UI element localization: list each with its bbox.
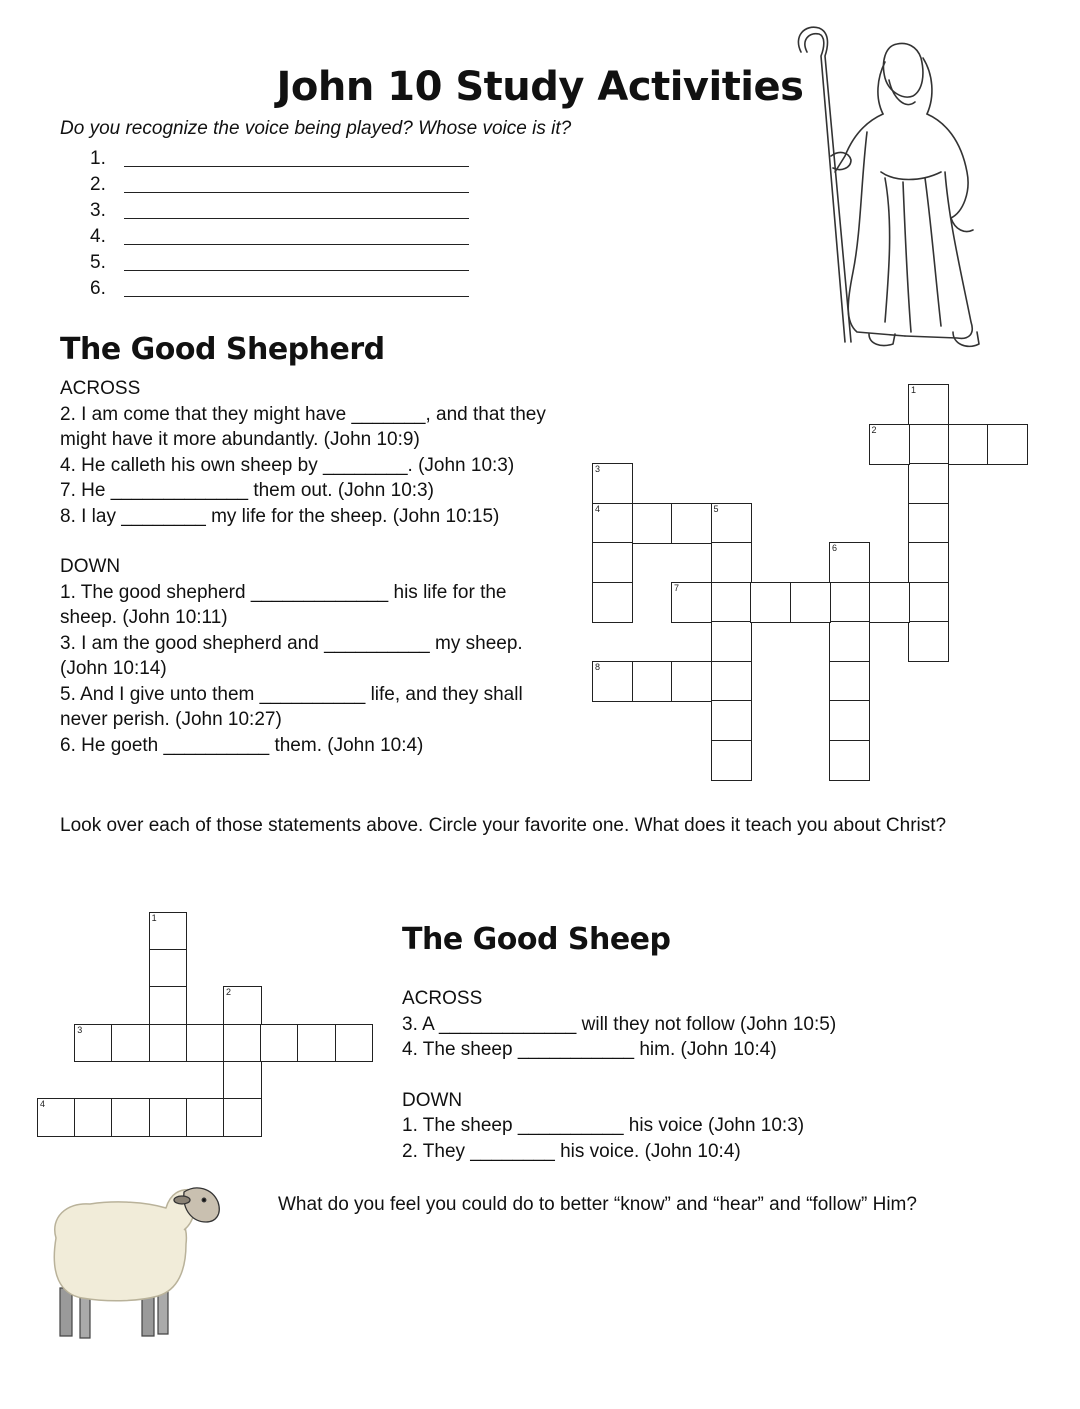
crossword-cell[interactable]	[149, 949, 188, 988]
crossword-cell[interactable]	[908, 582, 949, 623]
clue-down-1: 1. The good shepherd _____________ his life for the sheep. (John 10:11)	[60, 581, 507, 628]
clue-across-4: 4. The sheep ___________ him. (John 10:4)	[402, 1039, 777, 1060]
crossword-cell[interactable]	[829, 542, 870, 583]
crossword-cell[interactable]	[335, 1024, 374, 1063]
answer-item	[90, 250, 469, 276]
answer-item	[90, 276, 469, 302]
crossword-cell[interactable]	[908, 621, 949, 662]
shepherd-heading: The Good Shepherd	[60, 332, 385, 367]
crossword-cell[interactable]	[711, 621, 752, 662]
crossword-cell[interactable]	[711, 542, 752, 583]
crossword-cell[interactable]	[632, 503, 673, 544]
crossword-cell[interactable]	[111, 1098, 150, 1137]
crossword-cell[interactable]	[711, 700, 752, 741]
answer-item	[90, 198, 469, 224]
voice-answer-list	[90, 146, 469, 302]
crossword-cell[interactable]	[908, 503, 949, 544]
crossword-cell[interactable]	[186, 1098, 225, 1137]
crossword-cell[interactable]	[711, 503, 752, 544]
clue-number: 8	[595, 661, 601, 672]
crossword-cell[interactable]	[223, 1024, 262, 1063]
answer-blank[interactable]	[124, 178, 469, 193]
sheep-clues	[402, 986, 1042, 1164]
voice-question: Do you recognize the voice being played? Whose voice is it?	[60, 118, 572, 139]
answer-blank[interactable]	[124, 230, 469, 245]
clue-number: 1	[151, 913, 157, 923]
clue-down-1: 1. The sheep __________ his voice (John 10:3)	[402, 1115, 805, 1136]
answer-number: 2.	[90, 174, 106, 195]
crossword-cell[interactable]	[908, 384, 949, 425]
answer-number: 6.	[90, 278, 106, 299]
clue-across-8: 8. I lay ________ my life for the sheep. (John 10:15)	[60, 505, 500, 527]
answer-number: 5.	[90, 252, 106, 273]
answer-item	[90, 172, 469, 198]
clue-number: 4	[40, 1099, 46, 1109]
crossword-cell[interactable]	[223, 986, 262, 1025]
shepherd-illustration	[785, 22, 995, 357]
answer-blank[interactable]	[124, 282, 469, 297]
clue-across-7: 7. He _____________ them out. (John 10:3)	[60, 480, 434, 501]
answer-number: 1.	[90, 148, 106, 169]
crossword-cell[interactable]	[948, 424, 989, 465]
crossword-cell[interactable]	[908, 463, 949, 504]
crossword-cell[interactable]	[987, 424, 1028, 465]
clue-down-6: 6. He goeth __________ them. (John 10:4)	[60, 734, 424, 756]
across-label: ACROSS	[60, 378, 141, 399]
answer-number: 3.	[90, 200, 106, 221]
crossword-cell[interactable]	[869, 424, 910, 465]
answer-number: 4.	[90, 226, 106, 247]
crossword-cell[interactable]	[74, 1024, 113, 1063]
crossword-cell[interactable]	[829, 621, 870, 662]
clue-across-4: 4. He calleth his own sheep by ________. (John 10:3)	[60, 454, 515, 476]
clue-number: 6	[832, 543, 838, 553]
sheep-illustration	[46, 1178, 226, 1348]
shepherd-clues	[60, 376, 560, 758]
down-label: DOWN	[60, 556, 121, 577]
crossword-cell[interactable]	[223, 1098, 262, 1137]
sheep-heading: The Good Sheep	[402, 922, 671, 957]
shepherd-reflection: Look over each of those statements above. Circle your favorite one. What does it teach you about Christ?	[60, 815, 947, 836]
crossword-cell[interactable]	[829, 700, 870, 741]
crossword-cell[interactable]	[671, 661, 712, 702]
clue-number: 5	[713, 503, 719, 514]
crossword-cell[interactable]	[829, 661, 870, 702]
crossword-cell[interactable]	[829, 740, 870, 781]
sheep-reflection: What do you feel you could do to better “know” and “hear” and “follow” Him?	[278, 1194, 917, 1215]
clue-number: 4	[595, 503, 601, 514]
crossword-cell[interactable]	[592, 661, 633, 702]
crossword-cell[interactable]	[908, 542, 949, 583]
clue-down-2: 2. They ________ his voice. (John 10:4)	[402, 1140, 741, 1162]
clue-number: 3	[595, 464, 601, 474]
crossword-cell[interactable]	[632, 661, 673, 702]
crossword-cell[interactable]	[149, 912, 188, 951]
answer-item	[90, 224, 469, 250]
crossword-cell[interactable]	[592, 542, 633, 583]
down-label: DOWN	[402, 1089, 463, 1111]
crossword-cell[interactable]	[111, 1024, 150, 1063]
crossword-cell[interactable]	[149, 986, 188, 1025]
crossword-cell[interactable]	[297, 1024, 336, 1063]
clue-across-2: 2. I am come that they might have _______, and that they might have it more abundantly. (John 10:9)	[60, 403, 546, 450]
clue-number: 2	[871, 424, 877, 435]
answer-blank[interactable]	[124, 204, 469, 219]
crossword-cell[interactable]	[37, 1098, 76, 1137]
crossword-cell[interactable]	[711, 740, 752, 781]
crossword-cell[interactable]	[186, 1024, 225, 1063]
answer-blank[interactable]	[124, 256, 469, 271]
crossword-cell[interactable]	[74, 1098, 113, 1137]
clue-number: 1	[911, 385, 917, 395]
crossword-cell[interactable]	[908, 424, 949, 465]
crossword-cell[interactable]	[260, 1024, 299, 1063]
clue-down-3: 3. I am the good shepherd and __________ my sheep. (John 10:14)	[60, 632, 523, 679]
clue-number: 3	[77, 1024, 83, 1035]
answer-blank[interactable]	[124, 152, 469, 167]
clue-number: 2	[226, 987, 232, 998]
clue-number: 7	[674, 582, 680, 593]
crossword-cell[interactable]	[711, 582, 752, 623]
clue-across-3: 3. A _____________ will they not follow (John 10:5)	[402, 1013, 837, 1035]
page-title: John 10 Study Activities	[276, 64, 804, 110]
crossword-cell[interactable]	[592, 463, 633, 504]
answer-item	[90, 146, 469, 172]
crossword-cell[interactable]	[592, 582, 633, 623]
across-label: ACROSS	[402, 988, 483, 1009]
crossword-cell[interactable]	[149, 1098, 188, 1137]
crossword-cell[interactable]	[223, 1061, 262, 1100]
crossword-cell[interactable]	[592, 503, 633, 544]
crossword-cell[interactable]	[790, 582, 831, 623]
clue-down-5: 5. And I give unto them __________ life, and they shall never perish. (John 10:27)	[60, 683, 523, 730]
crossword-cell[interactable]	[149, 1024, 188, 1063]
crossword-cell[interactable]	[829, 582, 870, 623]
crossword-cell[interactable]	[671, 503, 712, 544]
crossword-cell[interactable]	[671, 582, 712, 623]
crossword-cell[interactable]	[869, 582, 910, 623]
crossword-cell[interactable]	[750, 582, 791, 623]
crossword-cell[interactable]	[711, 661, 752, 702]
